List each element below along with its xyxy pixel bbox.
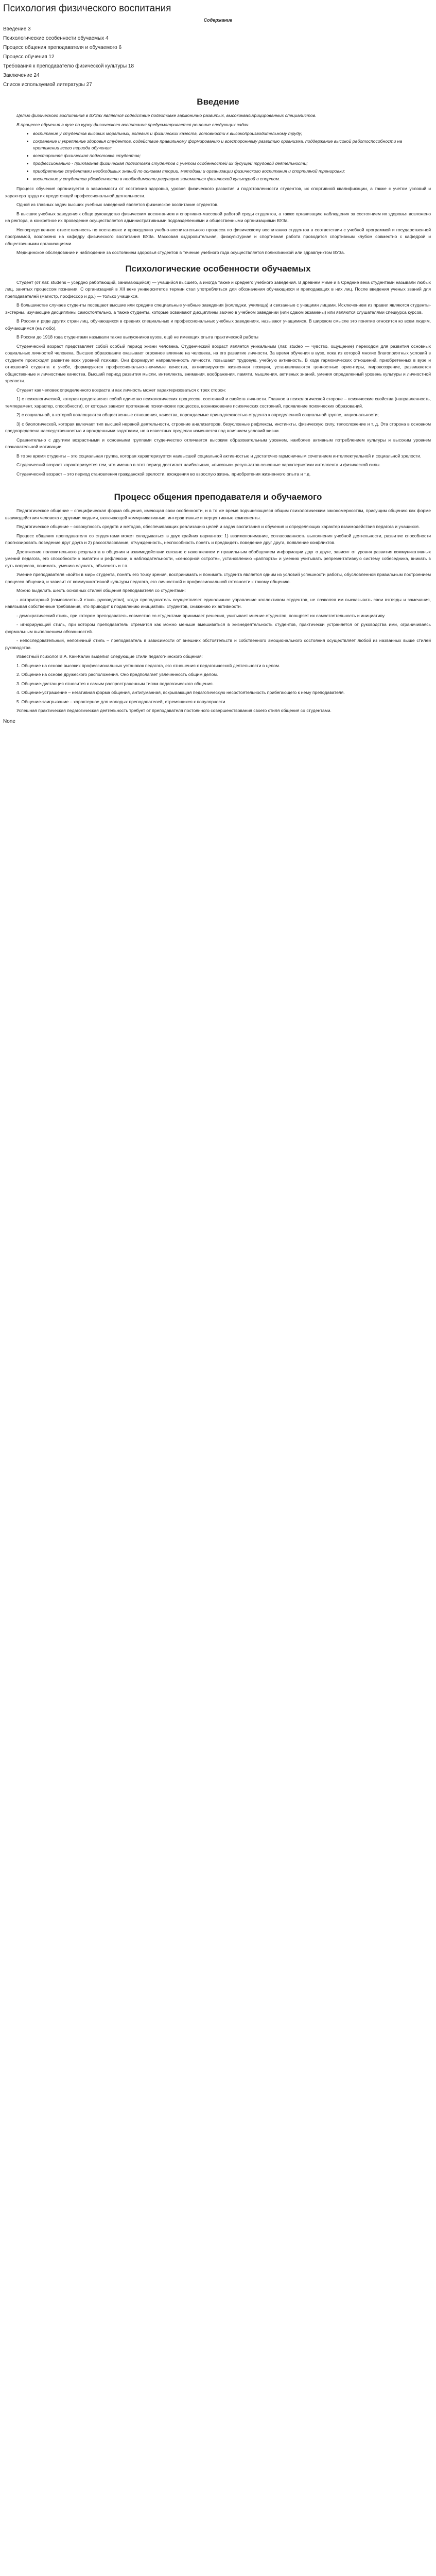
paragraph: - демократический стиль, при котором преподаватель совместно со студентами принимает решения, учитывает мнение студентов, поощряет их самостоятельность и инициативу. bbox=[16, 613, 386, 618]
list-item: • воспитание у студентов убежденности в необходимости регулярно заниматься физической культурой и спортом. bbox=[33, 176, 408, 182]
paragraph: 2) с социальной, в которой воплощаются общественные отношения, качества, порождаемые принадлежностью студента к определенной социальной группе, национальности; bbox=[16, 412, 379, 417]
paragraph: Студент как человек определенного возраста и как личность может характеризоваться с трех сторон: bbox=[16, 387, 226, 393]
document-title: Психология физического воспитания bbox=[3, 3, 171, 14]
list-item: • воспитание у студентов высоких моральных, волевых и физических качеств, готовности к высокопроизводительному труду; bbox=[33, 130, 408, 137]
document-page bbox=[0, 0, 436, 740]
paragraph: В то же время студенты – это социальная группа, которая характеризуется наивысшей социальной активностью и достаточно гармоничным сочетанием интеллектуальной и социальной зрелости. bbox=[16, 453, 422, 459]
paragraph: Процесс обучения организуется в зависимости от состояния здоровья, уровня физического развития и подготовленности студентов, их спортивной квалификации, а также с учетом условий и характера труда их предстоящей профессиональной деятельности. bbox=[5, 186, 431, 198]
toc-item: Список используемой литературы 27 bbox=[3, 82, 92, 88]
paragraph: 3. Общение-дистанция относится к самым распространенным типам педагогического общения. bbox=[16, 681, 214, 686]
table-of-contents bbox=[3, 25, 434, 90]
toc-item: Заключение 24 bbox=[3, 73, 40, 78]
paragraph: - авторитарный (самовластный стиль руководства), когда преподаватель осуществляет единоличное управление коллективом студентов, не позволяя им высказывать свои взгляды и замечания, навязывая собственные требования, что приводит к подавлению инициативы студентов, снижению их активности. bbox=[5, 597, 431, 609]
paragraph: В процессе обучения в вузе по курсу физического воспитания предусматривается решение следующих задач: bbox=[16, 122, 250, 127]
paragraph: В большинстве случаев студенты посещают высшие или средние специальные учебные заведения (колледжи, училища) и связанные с учащими лицами. Исключением из правил являются студенты-экстерны, изучающие дисциплины самостоятельно, а также студенты, которые осваивают дисциплины заочно в учебном заведении (или сдаюм экзамены) или являются слушателями спецкурса курсов. bbox=[5, 302, 431, 315]
list-item: • всесторонняя физическая подготовка студентов; bbox=[33, 152, 408, 159]
paragraph: Медицинское обследование и наблюдение за состоянием здоровья студентов в течение учебного года осуществляется поликлиникой или здравпунктом ВУЗа. bbox=[16, 250, 345, 255]
paragraph: Известный психолог В.А. Кан-Калик выделил следующие стили педагогического общения: bbox=[16, 654, 203, 659]
paragraph: Одной из главных задач высших учебных заведений является физическое воспитание студентов. bbox=[16, 202, 219, 207]
toc-item: Процесс обучения 12 bbox=[3, 54, 55, 60]
paragraph: 1) с психологической, которая представляет собой единство психологических процессов, состояний и свойств личности. Главное в психологической стороне – психические свойства (направленность, темперамент, характер, способности), от которых зависит протекание психических процессов, возникновение психических состояний, проявление психических образований. bbox=[5, 396, 431, 409]
paragraph: Педагогическое общение – совокупность средств и методов, обеспечивающих реализацию целей и задач воспитания и обучения и определяющих характер взаимодействия педагога и учащихся. bbox=[16, 524, 420, 529]
paragraph: Процесс общения преподавателя со студентами может складываться в двух крайних вариантах: 1) взаимопонимание, согласованность выполнения учебной деятельности, развитие способности прогнозировать поведение друг друга и 2) рассогласование, отчужденность, неспособность понять и предвидеть поведение друг друга, появление конфликтов. bbox=[5, 533, 431, 545]
paragraph: Успешная практическая педагогическая деятельность требует от преподавателя постоянного совершенствования своего стиля общения со студентами. bbox=[16, 708, 332, 713]
paragraph: 4. Общение-устрашение – негативная форма общения, антигуманная, вскрывающая педагогическую несостоятельность прибегающего к нему преподавателя. bbox=[16, 690, 345, 695]
comm-section-title: Процесс общения преподавателя и обучаемого bbox=[114, 492, 322, 502]
paragraph: Целью физического воспитания в ВУЗах является содействие подготовке гармонично развитых, высококвалифицированных специалистов. bbox=[16, 113, 317, 118]
paragraph: Непосредственное ответственность по постановке и проведению учебно-воспитательного процесса по физическому воспитанию студентов в соответствии с учебной программой и государственной программой, возложено на кафедру физического воспитания ВУЗа. Массовая оздоровительная, физкультурная и спортивная работа проводится спортивным клубом совместно с кафедрой и общественными организациями. bbox=[5, 227, 431, 246]
list-item: • сохранение и укрепление здоровья студентов, содействие правильному формированию и всестороннему развитию организма, поддержание высокой работоспособности на протяжении всего периода обучения; bbox=[33, 138, 408, 151]
paragraph: В высших учебных заведениях обще руководство физическим воспитанием и спортивно-массовой работой среди студентов, а также организацию наблюдения за состоянием их здоровья возложено на ректора, а конкретное их проведение осуществляется административными подразделениями и общественными организациями ВУЗа. bbox=[5, 211, 431, 223]
toc-heading: Содержание bbox=[203, 18, 233, 23]
paragraph: Студенческий возраст характеризуется тем, что именно в этот период достигает наибольших, «пиковых» результатов основные характеристики интеллекта и физической силы. bbox=[16, 462, 381, 467]
paragraph: В России до 1918 года студентами называли также выпускников вузов, ещё не имеющих опыта практической работы bbox=[16, 334, 258, 340]
list-item: • приобретение студентами необходимых знаний по основам теории, методики и организации физического воспитания и спортивной тренировки; bbox=[33, 168, 408, 175]
footer-text: None bbox=[3, 718, 15, 724]
intro-title: Введение bbox=[197, 97, 239, 107]
paragraph: 1. Общение на основе высоких профессиональных установок педагога, его отношения к педагогической деятельности в целом. bbox=[16, 663, 281, 668]
intro-task-list bbox=[29, 130, 408, 182]
toc-item: Процесс общения преподавателя и обучаемого 6 bbox=[3, 45, 122, 50]
paragraph: 5. Общение-заигрывание – характерное для молодых преподавателей, стремящихся к популярности. bbox=[16, 699, 226, 704]
toc-item: Психологические особенности обучаемых 4 bbox=[3, 36, 109, 41]
paragraph: Сравнительно с другими возрастными и основными группами студенчество отличается высоким образовательным уровнем, наиболее активным потреблением культуры и высоким уровнем познавательной мотивации. bbox=[5, 437, 431, 449]
paragraph: Студенческий возраст – это период становления гражданской зрелости, вхождения во взрослую жизнь, приобретения жизненного опыта и т.д. bbox=[16, 471, 311, 477]
paragraph: Педагогическое общение – специфическая форма общения, имеющая свои особенности, и в то же время подчиняющаяся общим психологическим закономерностям, присущим общению как форме взаимодействия человека с другими людьми, включающей коммуникативные, интерактивные и перцептивные компоненты. bbox=[5, 508, 431, 520]
paragraph: 3) с биологической, которая включает тип высшей нервной деятельности, строение анализаторов, безусловные рефлексы, инстинкты, физическую силу, телосложение и т. д. Эта сторона в основном предопределена наследственностью и врожденными задатками, но в известных пределах изменяется под влиянием условий жизни. bbox=[5, 421, 431, 433]
paragraph: - игнорирующий стиль, при котором преподаватель стремится как можно меньше вмешиваться в жизнедеятельность студентов, практически устраняется от руководства ими, ограничиваясь формальным выполнением обязанностей. bbox=[5, 622, 431, 634]
paragraph: Можно выделить шесть основных стилей общения преподавателя со студентами: bbox=[16, 588, 186, 593]
paragraph: Умение преподавателя «войти в мир» студента, понять его точку зрения, воспринимать и понимать студента является одним из условий успешности работы, обусловленной правильным построением процесса общения, и зависит от коммуникативной культуры педагога, его личностной и профессиональной готовности к такому общению. bbox=[5, 572, 431, 584]
list-item: • профессионально - прикладная физическая подготовка студентов с учетом особенностей их будущей трудовой деятельности; bbox=[33, 160, 408, 167]
paragraph: Студенческий возраст представляет собой особый период жизни человека. Студенческий возраст является уникальным (лат. studeo — чувство, ощущение) переходом для развития основных социальных личностей человека. Высшее образование оказывает огромное влияние на человека, на его развитие личности. За время обучения в вузе, пока из которой многие благоприятных условий в студенте происходят развитие всех уровней психики. Они формирует направленность личности, повышают трудовую, учебную активность. В ходе гармонических отношений, приобретенных в вузе и отношений студента к учебе, формируются профессионально-значимые качества, активизируются жизненная позиция, устанавливаются ценностные ориентиры, мировоззрение, развиваются общественные и личностные качества. Высший период развития мысли, интеллекта, внимания, воображения, памяти, мышления, активных знаний, умения определенный уровень культуры и личностной зрелости. bbox=[5, 343, 431, 383]
paragraph: Студент (от лат. studens – усердно работающий, занимающийся) — учащийся высшего, а иногда также и среднего учебного заведения. В древнем Риме и в Средние века студентами называли любых лиц, занятых процессом познания. С организацией в XII веке университетов термин стал употребляться для обозначения обучающихся и преподающих в них лиц. После введения ученых званий для преподавателей (магистр, профессор и др.) — только учащихся. bbox=[5, 279, 431, 299]
toc-item: Требования к преподавателю физической культуры 18 bbox=[3, 63, 134, 69]
paragraph: - непоследовательный, нелогичный стиль – преподаватель в зависимости от внешних обстоятельств и собственного эмоционального состояния осуществляет любой из названных выше стилей руководства. bbox=[5, 638, 431, 650]
paragraph: 2. Общение на основе дружеского расположения. Оно предполагает увлеченность общим делом. bbox=[16, 672, 218, 677]
psych-section-title: Психологические особенности обучаемых bbox=[125, 263, 311, 274]
toc-item: Введение 3 bbox=[3, 26, 31, 32]
paragraph: Достижение положительного результата в общении и взаимодействии связано с накоплением и правильным обобщением информации друг о друге, зависит от уровня развития коммуникативных умений педагога, его способности к эмпатии и рефлексии, к наблюдательности, «сенсорной остроте», установлению «раппорта» и умению учитывать репрезентативную систему собеседника, вникать в суть вопросов, понимать, умению слушать, объяснять и т.п. bbox=[5, 549, 431, 568]
paragraph: В России и ряде других стран лиц, обучающихся в средних специальных и профессиональных учебных заведениях, называют учащимися. В широком смысле это понятие относится ко всем людям, обучающимся (на любо). bbox=[5, 318, 431, 331]
